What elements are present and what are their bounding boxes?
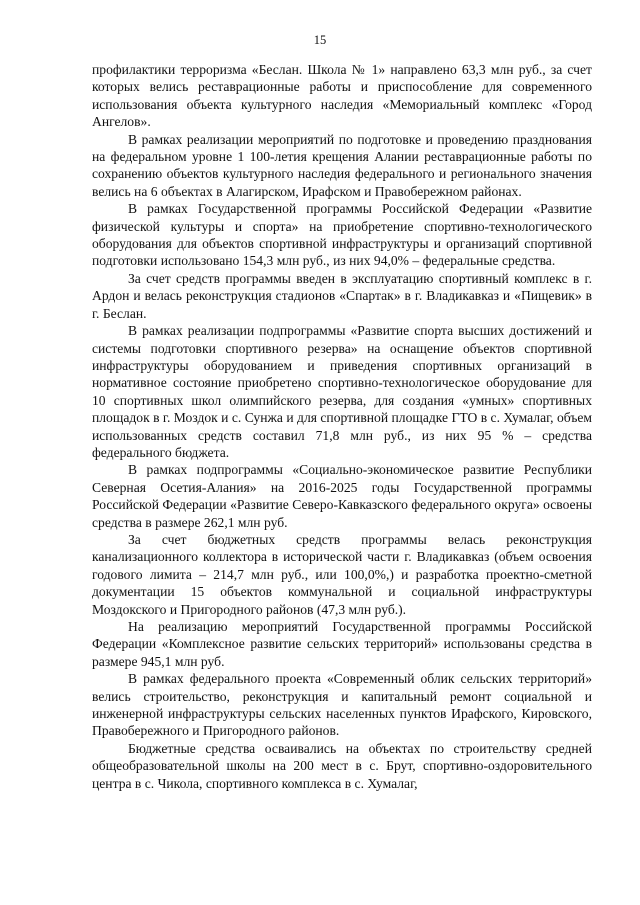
- paragraph-rural-image: В рамках федерального проекта «Современный облик сельских территорий» велись строительство, реконструкция и капитальный ремонт социальной и инженерной инфраструктуры сельских населенных пунктов Ирафского, Кировского, Правобережного и Пригородного районов.: [92, 671, 592, 739]
- document-body: [92, 61, 592, 792]
- paragraph-sport-program: В рамках Государственной программы Российской Федерации «Развитие физической культуры и спорта» на приобретение спортивно-технологического оборудования для объектов спортивной инфраструктуры и организаций спортивной подготовки использовано 154,3 млн руб., из них 94,0% – федеральные средства.: [92, 201, 592, 269]
- paragraph-budget-objects: Бюджетные средства осваивались на объектах по строительству средней общеобразовательной школы на 200 мест в с. Брут, спортивно-оздоровительного центра в с. Чикола, спортивного комплекса в с. Хумалаг,: [92, 740, 592, 791]
- paragraph-alania-baptism: В рамках реализации мероприятий по подготовке и проведению празднования на федеральном уровне 1 100-летия крещения Алании реставрационные работы по сохранению объектов культурного наследия федерального и регионального значения велись на 6 объектах в Алагирском, Ирафском и Правобережном районах.: [92, 131, 592, 199]
- page-number: 15: [313, 33, 327, 47]
- paragraph-rural-development: На реализацию мероприятий Государственной программы Российской Федерации «Комплексное развитие сельских территорий» использованы средства в размере 945,1 млн руб.: [92, 619, 592, 669]
- paragraph-sport-facilities: За счет средств программы введен в эксплуатацию спортивный комплекс в г. Ардон и велась реконструкция стадионов «Спартак» в г. Владикавказ и «Пищевик» в г. Беслан.: [92, 270, 592, 321]
- paragraph-socio-economic: В рамках подпрограммы «Социально-экономическое развитие Республики Северная Осетия-Алания» на 2016-2025 годы Государственной программы Российской Федерации «Развитие Северо-Кавказского федерального округа» освоены средства в размере 262,1 млн руб.: [92, 462, 592, 530]
- paragraph-sport-reserve: В рамках реализации подпрограммы «Развитие спорта высших достижений и системы подготовки спортивного резерва» на оснащение объектов спортивной инфраструктуры оборудованием и приведения спортивных организаций в нормативное состояние приобретено спортивно-технологическое оборудование для 10 спортивных школ олимпийского резерва, для создания «умных» спортивных площадок в г. Моздок и с. Сунжа и для спортивной площадке ГТО в с. Хумалаг, объем использованных средств составил 71,8 млн руб., из них 95 % – средства федерального бюджета.: [92, 323, 592, 460]
- paragraph-sewer-collector: За счет бюджетных средств программы велась реконструкция канализационного коллектора в исторической части г. Владикавказ (объем освоения годового лимита – 214,7 млн руб., или 100,0%,) и разработка проектно-сметной документации 15 объектов коммунальной и социальной инфраструктуры Моздокского и Пригородного районов (47,3 млн руб.).: [92, 531, 592, 617]
- paragraph-continuation: профилактики терроризма «Беслан. Школа № 1» направлено 63,3 млн руб., за счет которых велись реставрационные работы и приспособление для современного использования объекта культурного наследия «Мемориальный комплекс «Город Ангелов».: [92, 62, 592, 130]
